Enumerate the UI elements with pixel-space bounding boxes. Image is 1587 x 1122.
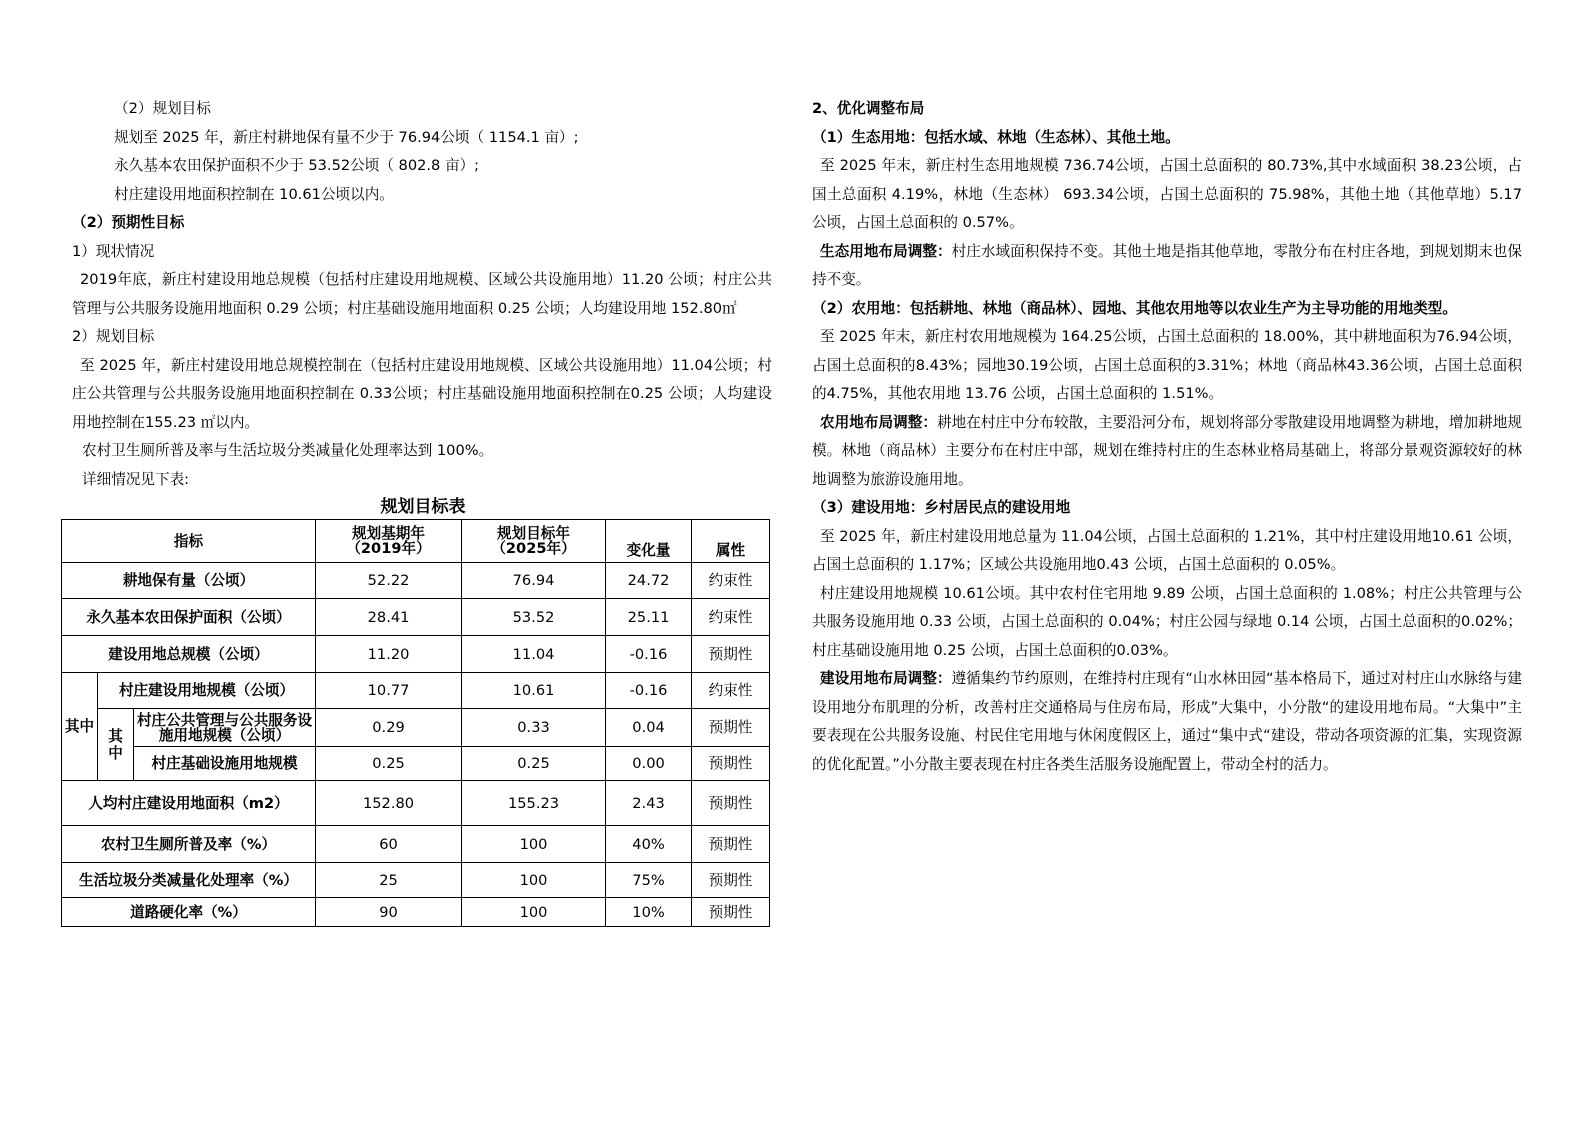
table-row xyxy=(62,636,770,673)
table-row xyxy=(62,673,770,709)
row-label: 耕地保有量（公顷） xyxy=(62,563,316,599)
cell-change: 24.72 xyxy=(606,563,692,599)
cell-base: 11.20 xyxy=(316,636,462,673)
table-row xyxy=(62,709,770,747)
cell-target: 155.23 xyxy=(462,781,606,826)
cell-change: 0.04 xyxy=(606,709,692,747)
row-label: 农村卫生厕所普及率（%） xyxy=(62,826,316,863)
cell-change: -0.16 xyxy=(606,636,692,673)
status-paragraph: 2019年底，新庄村建设用地总规模（包括村庄建设用地规模、区域公共设施用地）11.20 公顷；村庄公共管理与公共服务设施用地面积 0.29 公顷；村庄基础设施用地面积 0.25 公顷；人均建设用地 152.80㎡ xyxy=(72,271,772,317)
target-basic-farmland: 永久基本农田保护面积不少于 53.52公顷（ 802.8 亩）; xyxy=(114,157,480,174)
cell-target: 100 xyxy=(462,863,606,898)
table-row xyxy=(62,599,770,636)
construction-layout-label: 建设用地布局调整： xyxy=(820,670,952,687)
row-label: 村庄公共管理与公共服务设施用地规模（公顷） xyxy=(134,709,316,747)
row-label: 村庄建设用地规模（公顷） xyxy=(98,673,316,709)
right-column xyxy=(812,95,1522,779)
cell-base: 52.22 xyxy=(316,563,462,599)
target-farmland: 规划至 2025 年，新庄村耕地保有量不少于 76.94公顷（ 1154.1 亩）; xyxy=(114,128,579,146)
row-label: 建设用地总规模（公顷） xyxy=(62,636,316,673)
group-label-qizhong: 其中 xyxy=(62,673,98,781)
cell-base: 10.77 xyxy=(316,673,462,709)
cell-attribute: 预期性 xyxy=(692,747,770,781)
construction-land-heading: （3）建设用地：乡村居民点的建设用地 xyxy=(812,499,1071,516)
cell-base: 0.29 xyxy=(316,709,462,747)
cell-change: 0.00 xyxy=(606,747,692,781)
cell-change: -0.16 xyxy=(606,673,692,709)
header-change: 变化量 xyxy=(606,520,692,563)
header-indicator: 指标 xyxy=(62,520,316,563)
cell-attribute: 约束性 xyxy=(692,599,770,636)
cell-change: 2.43 xyxy=(606,781,692,826)
cell-target: 0.33 xyxy=(462,709,606,747)
table-row xyxy=(62,898,770,927)
cell-attribute: 预期性 xyxy=(692,863,770,898)
cell-target: 100 xyxy=(462,898,606,927)
sanitation-target: 农村卫生厕所普及率与生活垃圾分类减量化处理率达到 100%。 xyxy=(82,442,494,459)
cell-attribute: 预期性 xyxy=(692,781,770,826)
cell-attribute: 预期性 xyxy=(692,826,770,863)
layout-heading: 2、优化调整布局 xyxy=(812,100,925,117)
header-attribute: 属性 xyxy=(692,520,770,563)
cell-attribute: 预期性 xyxy=(692,636,770,673)
status-heading: 1）现状情况 xyxy=(72,242,155,260)
village-construction-paragraph: 村庄建设用地规模 10.61公顷。其中农村住宅用地 9.89 公顷，占国土总面积的 1.08%；村庄公共管理与公共服务设施用地 0.33 公顷，占国土总面积的 0.04%；村庄公园与绿地 0.14 公顷，占国土总面积的0.02%；村庄基础设施用地 0.25 公顷，占国土总面积的0.03%。 xyxy=(812,584,1522,659)
table-header-row xyxy=(62,520,770,563)
eco-layout-paragraph xyxy=(812,238,1522,295)
construction-layout-text: 遵循集约节约原则，在维持村庄现有“山水林田园“基本格局下，通过对村庄山水脉络与建设用地分布肌理的分析，改善村庄交通格局与住房布局，形成”大集中，小分散“的建设用地布局。“大集中”主要表现在公共服务设施、村民住宅用地与休闲度假区上，通过“集中式“建设，带动各项资源的汇集，实现资源的优化配置。”小分散主要表现在村庄各类生活服务设施配置上，带动全村的活力。 xyxy=(812,670,1522,773)
cell-base: 152.80 xyxy=(316,781,462,826)
table-row xyxy=(62,747,770,781)
agri-layout-paragraph xyxy=(812,409,1522,495)
cell-target: 100 xyxy=(462,826,606,863)
table-title: 规划目标表 xyxy=(380,497,466,517)
see-table-note: 详细情况见下表: xyxy=(82,470,190,488)
cell-base: 0.25 xyxy=(316,747,462,781)
cell-base: 28.41 xyxy=(316,599,462,636)
table-row xyxy=(62,863,770,898)
left-column xyxy=(64,95,772,927)
cell-target: 76.94 xyxy=(462,563,606,599)
cell-attribute: 预期性 xyxy=(692,709,770,747)
cell-change: 40% xyxy=(606,826,692,863)
subgroup-label-qizhong: 其 中 xyxy=(98,709,134,781)
table-row xyxy=(62,826,770,863)
plan-targets-heading: 2）规划目标 xyxy=(72,328,155,345)
cell-change: 10% xyxy=(606,898,692,927)
planning-goals-table xyxy=(61,519,770,927)
row-label: 人均村庄建设用地面积（m2） xyxy=(62,781,316,826)
cell-target: 53.52 xyxy=(462,599,606,636)
cell-base: 60 xyxy=(316,826,462,863)
cell-base: 90 xyxy=(316,898,462,927)
table-row xyxy=(62,563,770,599)
agri-land-heading: （2）农用地：包括耕地、林地（商品林）、园地、其他农用地等以农业生产为主导功能的用地类型。 xyxy=(812,299,1457,317)
row-label: 生活垃圾分类减量化处理率（%） xyxy=(62,863,316,898)
plan-targets-paragraph: 至 2025 年，新庄村建设用地总规模控制在（包括村庄建设用地规模、区域公共设施用地）11.04公顷；村庄公共管理与公共服务设施用地面积控制在 0.33公顷；村庄基础设施用地面积控制在0.25 公顷；人均建设用地控制在155.23 ㎡以内。 xyxy=(72,356,772,431)
target-construction-land: 村庄建设用地面积控制在 10.61公顷以内。 xyxy=(114,185,394,203)
cell-change: 75% xyxy=(606,863,692,898)
eco-land-heading: （1）生态用地：包括水域、林地（生态林）、其他土地。 xyxy=(812,128,1180,146)
section-heading: （2）规划目标 xyxy=(114,100,211,117)
eco-land-paragraph: 至 2025 年末，新庄村生态用地规模 736.74公顷，占国土总面积的 80.73%,其中水域面积 38.23公顷，占国土总面积 4.19%，林地（生态林） 693.34公顷，占国土总面积的 75.98%，其他土地（其他草地）5.17 公顷，占国土总面积的 0.57%。 xyxy=(812,157,1522,231)
table-row xyxy=(62,781,770,826)
agri-layout-label: 农用地布局调整： xyxy=(820,413,938,431)
cell-attribute: 约束性 xyxy=(692,673,770,709)
row-label: 道路硬化率（%） xyxy=(62,898,316,927)
header-target-year: 规划目标年 （2025年） xyxy=(462,520,606,563)
agri-land-paragraph: 至 2025 年末，新庄村农用地规模为 164.25公顷，占国土总面积的 18.00%，其中耕地面积为76.94公顷，占国土总面积的8.43%；园地30.19公顷，占国土总面积的3.31%；林地（商品林43.36公顷，占国土总面积的4.75%，其他农用地 13.76 公顷，占国土总面积的 1.51%。 xyxy=(812,328,1522,402)
eco-layout-text: 村庄水域面积保持不变。其他土地是指其他草地，零散分布在村庄各地，到规划期末也保持不变。 xyxy=(812,242,1522,288)
row-label: 永久基本农田保护面积（公顷） xyxy=(62,599,316,636)
cell-base: 25 xyxy=(316,863,462,898)
agri-layout-text: 耕地在村庄中分布较散，主要沿河分布，规划将部分零散建设用地调整为耕地，增加耕地规模。林地（商品林）主要分布在村庄中部，规划在维持村庄的生态林业格局基础上，将部分景观资源较好的林地调整为旅游设施用地。 xyxy=(812,413,1522,488)
header-base-year: 规划基期年 （2019年） xyxy=(316,520,462,563)
row-label: 村庄基础设施用地规模 xyxy=(134,747,316,781)
cell-target: 0.25 xyxy=(462,747,606,781)
construction-layout-paragraph xyxy=(812,665,1522,779)
cell-attribute: 约束性 xyxy=(692,563,770,599)
eco-layout-label: 生态用地布局调整： xyxy=(820,242,952,260)
cell-change: 25.11 xyxy=(606,599,692,636)
cell-attribute: 预期性 xyxy=(692,898,770,927)
construction-land-paragraph: 至 2025 年，新庄村建设用地总量为 11.04公顷，占国土总面积的 1.21%，其中村庄建设用地10.61 公顷，占国土总面积的 1.17%；区域公共设施用地0.43 公顷，占国土总面积的 0.05%。 xyxy=(812,527,1522,573)
expected-targets-heading: （2）预期性目标 xyxy=(72,214,185,231)
cell-target: 10.61 xyxy=(462,673,606,709)
cell-target: 11.04 xyxy=(462,636,606,673)
